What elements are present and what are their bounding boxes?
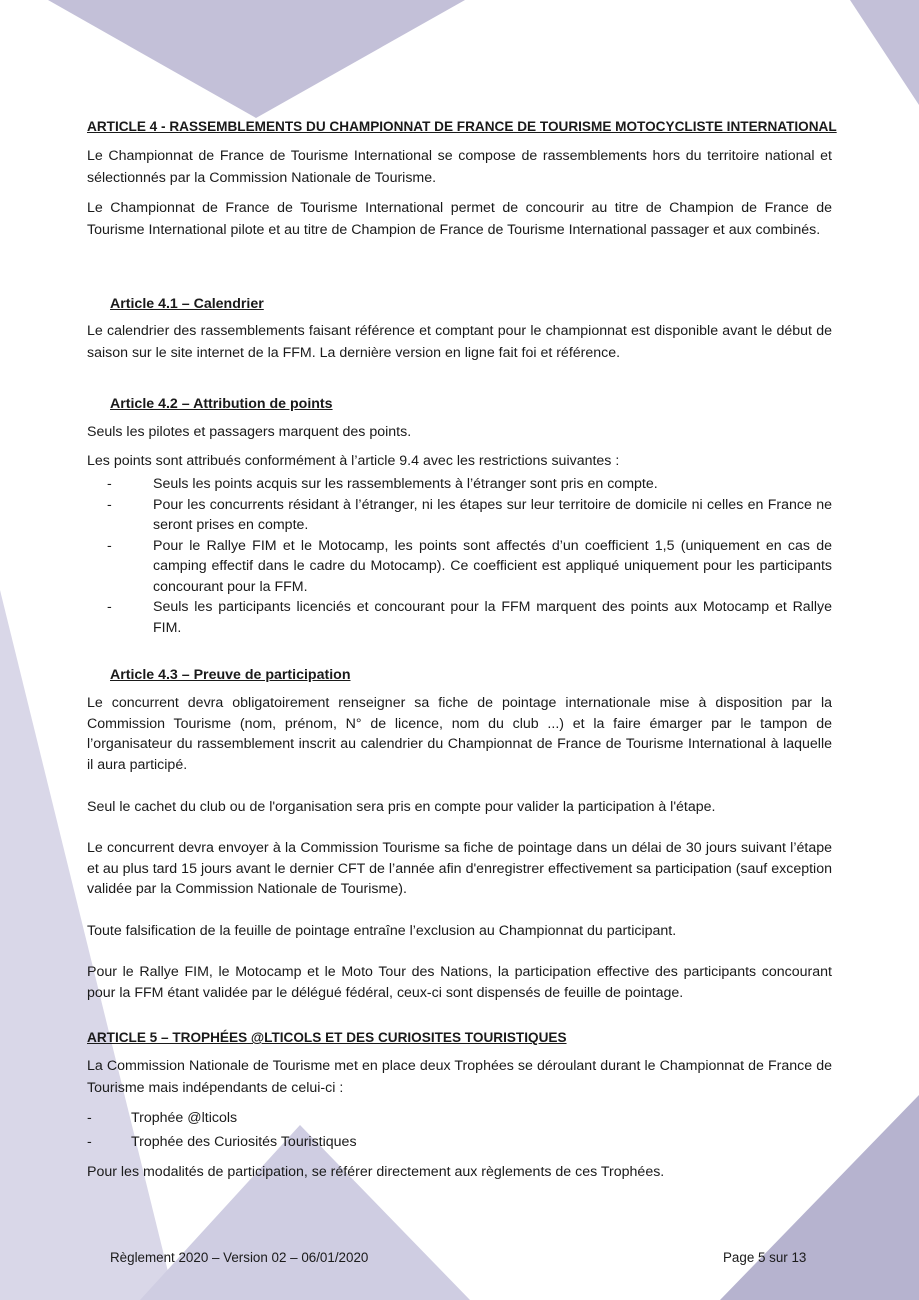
- article-4-1-paragraph: Le calendrier des rassemblements faisant référence et comptant pour le championnat est disponible avant le début de saison sur le site internet de la FFM. La dernière version en ligne fait foi et référence.: [87, 323, 832, 361]
- article-5-paragraph-1: La Commission Nationale de Tourisme met en place deux Trophées se déroulant durant le Championnat de France de Tourisme mais indépendants de celui-ci :: [87, 1058, 832, 1096]
- article-4-3-paragraph-2: Seul le cachet du club ou de l'organisation sera pris en compte pour valider la participation à l'étape.: [87, 799, 716, 815]
- article-4-paragraph-2: Le Championnat de France de Tourisme International permet de concourir au titre de Champion de France de Tourisme International pilote et au titre de Champion de France de Tourisme International passager et aux combinés.: [87, 200, 832, 238]
- article-4-3-heading: Article 4.3 – Preuve de participation: [110, 667, 351, 683]
- article-4-3-paragraph-5: Pour le Rallye FIM, le Motocamp et le Moto Tour des Nations, la participation effective des participants concourant pour la FFM étant validée par le délégué fédéral, ceux-ci sont dispensés de feuille de pointage.: [87, 964, 832, 1001]
- article-4-2-paragraph-2: Les points sont attribués conformément à l’article 9.4 avec les restrictions suivantes :: [87, 453, 620, 469]
- list-item: - Trophée @lticols: [87, 1110, 238, 1126]
- article-4-3-paragraph-4: Toute falsification de la feuille de pointage entraîne l’exclusion au Championnat du participant.: [87, 923, 677, 939]
- article-4-2-heading: Article 4.2 – Attribution de points: [110, 396, 333, 412]
- trophies-list: [87, 1106, 832, 1154]
- footer-version: Règlement 2020 – Version 02 – 06/01/2020: [110, 1250, 369, 1265]
- article-5-heading: ARTICLE 5 – TROPHÉES @LTICOLS ET DES CURIOSITES TOURISTIQUES: [87, 1030, 567, 1045]
- article-4-2-paragraph-1: Seuls les pilotes et passagers marquent des points.: [87, 424, 412, 440]
- article-4-paragraph-1: Le Championnat de France de Tourisme International se compose de rassemblements hors du territoire national et sélectionnés par la Commission Nationale de Tourisme.: [87, 148, 832, 186]
- article-4-3-paragraph-1: Le concurrent devra obligatoirement renseigner sa fiche de pointage internationale mise à disposition par la Commission Tourisme (nom, prénom, N° de licence, nom du club ...) et la faire émarger par le tampon de l’organisateur du rassemblement inscrit au calendrier du Championnat de France de Tourisme International à laquelle il aura participé.: [87, 695, 832, 773]
- list-item: - Seuls les points acquis sur les rassemblements à l’étranger sont pris en compte.: [107, 476, 658, 492]
- article-4-1-heading: Article 4.1 – Calendrier: [110, 296, 264, 312]
- footer-page-number: Page 5 sur 13: [723, 1250, 807, 1265]
- article-5-paragraph-2: Pour les modalités de participation, se référer directement aux règlements de ces Trophées.: [87, 1164, 665, 1180]
- list-item: - Pour le Rallye FIM et le Motocamp, les points sont affectés d’un coefficient 1,5 (uniquement en cas de camping effectif dans le cadre du Motocamp). Ce coefficient est appliqué uniquement pour les participants concourant pour la FFM.: [107, 537, 832, 595]
- list-item: - Seuls les participants licenciés et concourant pour la FFM marquent des points aux Motocamp et Rallye FIM.: [107, 599, 832, 636]
- points-restrictions-list: [87, 474, 832, 638]
- article-4-3-paragraph-3: Le concurrent devra envoyer à la Commission Tourisme sa fiche de pointage dans un délai de 30 jours suivant l’étape et au plus tard 15 jours avant le dernier CFT de l’année afin d'enregistrer effectivement sa participation (sauf exception validée par la Commission Nationale de Tourisme).: [87, 840, 832, 897]
- list-item: - Trophée des Curiosités Touristiques: [87, 1134, 357, 1150]
- article-4-heading: ARTICLE 4 - RASSEMBLEMENTS DU CHAMPIONNAT DE FRANCE DE TOURISME MOTOCYCLISTE INTERNATIONAL: [87, 119, 837, 134]
- list-item: - Pour les concurrents résidant à l’étranger, ni les étapes sur leur territoire de domicile ni celles en France ne seront prises en compte.: [107, 496, 832, 533]
